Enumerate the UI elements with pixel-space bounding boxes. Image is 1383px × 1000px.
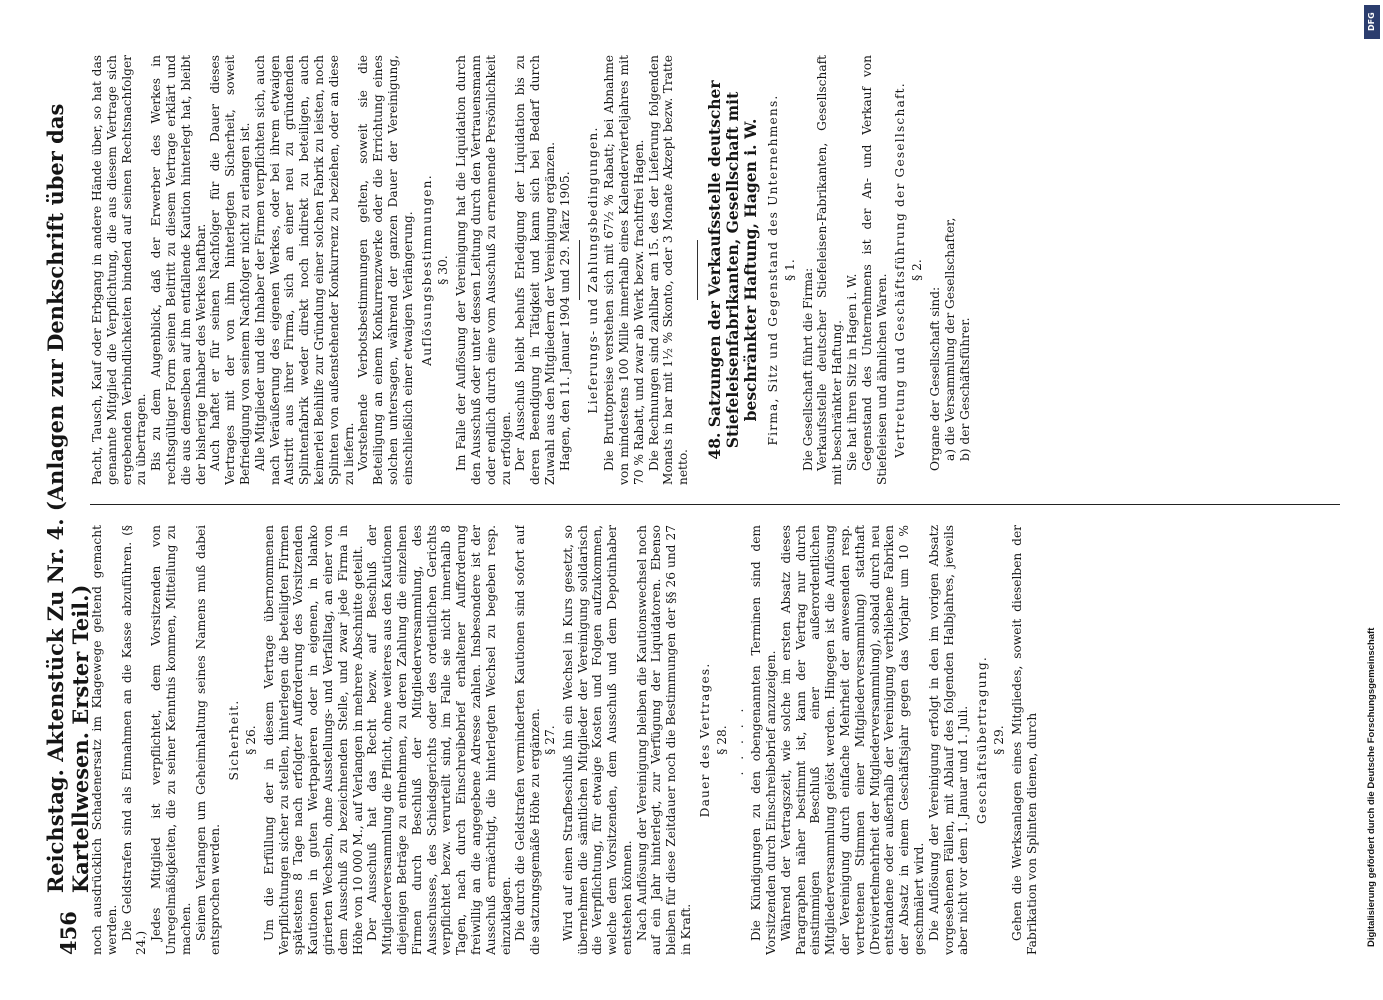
text-column-left [90, 525, 1350, 955]
section-heading: Auflösungsbestimmungen. [419, 174, 434, 366]
paragraph: Die Rechnungen sind zahlbar am 15. des der Lieferung folgenden Monats in bar mit 1½ % Skonto, oder 3 Monate Akzept bezw. Tratte netto. [646, 55, 691, 485]
section-heading: Geschäftsübertragung. [975, 656, 990, 824]
paragraph: Jedes Mitglied ist verpflichtet, dem Vorsitzenden von Unregelmäßigkeiten, die zu seiner Kenntnis kommen, Mitteilung zu machen. [149, 525, 193, 955]
section-heading: Firma, Sitz und Gegenstand des Unternehmens. [766, 94, 781, 446]
paragraph: Die Gesellschaft führt die Firma: [800, 267, 815, 471]
paragraph: noch ausdrücklich Schadenersatz im Klagewege geltend gemacht werden. [90, 525, 119, 955]
paragraph: Alle Mitglieder und die Inhaber der Firmen verpflichten sich, auch nach Veräußerung des eigenen Werkes, oder bei ihrem etwaigen Austritt aus ihrer Firma, sich an einer neu zu gründenden Splintenfabrik weder direkt noch indirekt zu beteiligen, auch keinerlei Beihilfe zur Gründung einer solchen Fabrik zu leisten, noch Splinten von außenstehender Konkurrenz zu beziehen, oder an diese zu liefern. [252, 55, 356, 485]
separator-rule [697, 240, 698, 300]
paragraph: Die Bruttopreise verstehen sich mit 67½ % Rabatt; bei Abnahme von mindestens 100 Mille innerhalb eines Kalendervierteljahres mit 70 % Rabatt, und zwar ab Werk bezw. frachtfrei Hagen. [602, 55, 646, 485]
running-title: Reichstag. Aktenstück Zu Nr. 4. (Anlagen zur Denkschrift über das Kartellwesen. Erster Teil.) [43, 103, 93, 894]
paragraph: Nach Auflösung der Vereinigung bleiben die Kautionswechsel noch auf ein Jahr hinterlegt, zur Verfügung der Liquidatoren. Ebenso bleiben für diese Zeitdauer noch die Bestimmungen der §§ 26 und 27 in Kraft. [634, 525, 694, 955]
section-heading: Dauer des Vertrages. [697, 662, 712, 818]
paragraph: Bis zu dem Augenblick, daß der Erwerber des Werkes in rechtsgültiger Form seinen Beitritt zu diesem Vertrage erklärt und die aus demselben auf ihn entfallende Kaution hinterlegt hat, bleibt der bisherige Inhaber des Werkes haftbar. [149, 55, 208, 485]
paragraph: Gegenstand des Unternehmens ist der An- und Verkauf von Stiefeleisen und ähnlichen Waren. [859, 55, 889, 485]
section-number: § 27. [542, 725, 557, 755]
dfg-logo: DFG [1364, 5, 1380, 39]
credit-text: Digitalisierung gefördert durch die Deutsche Forschungsgemeinschaft [1366, 627, 1377, 947]
running-header [43, 55, 93, 955]
separator-rule [579, 240, 580, 300]
section-heading: Lieferungs- und Zahlungsbedingungen. [585, 126, 600, 414]
section-heading: Sicherheit. [227, 699, 242, 781]
digitization-credit [1363, 5, 1381, 995]
list-item: b) der Geschäftsführer. [957, 317, 972, 461]
section-number: § 28. [714, 725, 729, 755]
paragraph: Der Ausschuß hat das Recht bezw. auf Beschluß der Mitgliederversammlung die Pflicht, ohne weiteres aus den Kautionen diejenigen Beträge zu entnehmen, zu deren Zahlung die einzelnen Firmen durch Beschluß der Mitgliederversammlung, des Ausschusses, des Schiedsgerichts oder des ordentlichen Gerichts verpflichtet bezw. verurteilt sind, im Falle sie nicht innerhalb 8 Tagen, nach durch Einschreibebrief erhaltener Aufforderung freiwillig an die angegebene Adresse zahlen. Insbesondere ist der Ausschuß ermächtigt, die hinterlegten Wechsel zu begeben resp. einzuklagen. [365, 525, 513, 955]
paragraph: Sie hat ihren Sitz in Hagen i. W. [845, 273, 860, 471]
paragraph: Im Falle der Auflösung der Vereinigung hat die Liquidation durch den Ausschuß oder unter dessen Leitung durch den Vertrauensmann oder endlich durch eine vom Ausschuß zu ernennende Persönlichkeit zu erfolgen. [454, 55, 513, 485]
paragraph: Während der Vertragszeit, wie solche im ersten Absatz dieses Paragraphen näher bestimmt ist, kann der Vertrag nur durch einstimmigen Beschluß einer außerordentlichen Mitgliederversammlung gelöst werden. Hingegen ist die Auflösung der Vereinigung durch einfache Mehrheit der anwesenden resp. vertretenen Stimmen einer Mitgliederversammlung) statthaft (Dreiviertelmehrheit der Mitgliederversammlung), sobald durch neu entstandene oder außerhalb der Vereinigung verbliebene Fabriken der Absatz in einem Geschäftsjahr gegen das Vorjahr um 10 % geschmälert wird. [778, 525, 927, 955]
section-number: § 30. [436, 255, 451, 285]
paragraph: Die Geldstrafen sind als Einnahmen an die Kasse abzuführen. (§ 24.) [119, 525, 149, 955]
omission-dots: . . . . . [732, 704, 747, 776]
section-number: § 26. [243, 725, 258, 755]
text-column-right [90, 55, 1350, 485]
paragraph: Um die Erfüllung der in diesem Vertrage übernommenen Verpflichtungen sicher zu stellen, hinterlegen die beteiligten Firmen spätestens 8 Tage nach erfolgter Aufforderung des Vorsitzenden Kautionen in guten Wertpapieren oder in eigenen, in blanko girierten Wechseln, ohne Ausstellungs- und Verfalltag, an einer von dem Ausschuß zu bezeichnenden Stelle, und zwar jede Firma in Höhe von 10 000 M., auf Verlangen in mehrere Abschnitte geteilt. [261, 525, 365, 955]
section-number: § 1. [782, 259, 797, 281]
paragraph: Gehen die Werksanlagen eines Mitgliedes, soweit dieselben der Fabrikation von Splinten dienen, durch [1009, 525, 1039, 955]
paragraph: Auch haftet er für seinen Nachfolger für die Dauer dieses Vertrages mit der von ihm hinterlegten Sicherheit, soweit Befriedigung von seinem Nachfolger nicht zu erlangen ist. [208, 55, 252, 485]
section-number: § 2. [910, 259, 925, 281]
paragraph: Der Ausschuß bleibt behufs Erledigung der Liquidation bis zu deren Beendigung in Tätigkeit und kann sich bei Bedarf durch Zuwahl aus den Mitgliedern der Vereinigung ergänzen. [513, 55, 557, 485]
paragraph: Seinem Verlangen um Geheimhaltung seines Namens muß dabei entsprochen werden. [193, 525, 223, 955]
list-item: a) die Versammlung der Gesellschafter, [942, 217, 957, 461]
paragraph: Organe der Gesellschaft sind: [928, 286, 943, 471]
column-divider [90, 504, 1340, 505]
paragraph: Pacht, Tausch, Kauf oder Erbgang in andere Hände über, so hat das genannte Mitglied die Verpflichtung, die aus diesem Vertrage sich ergebenden Verbindlichkeiten bindend auf seinen Rechtsnachfolger zu übertragen. [90, 55, 149, 485]
paragraph: Die durch die Geldstrafen verminderten Kautionen sind sofort auf die satzungsgemäße Höhe zu ergänzen. [513, 525, 543, 955]
page-number: 456 [55, 911, 81, 955]
document-heading: 48. Satzungen der Verkaufsstelle deutscher Stiefeleisenfabrikanten, Gesellschaft mit beschränkter Haftung, Hagen i. W. [705, 80, 761, 460]
paragraph: Wird auf einen Strafbeschluß hin ein Wechsel in Kurs gesetzt, so übernehmen die sämtlichen Mitglieder der Vereinigung solidarisch die Verpflichtung, für etwaige Kosten und Folgen aufzukommen, welche dem Vorsitzenden, dem Ausschuß und dem Depotinhaber entstehen können. [560, 525, 634, 955]
rotated-page-content [43, 55, 1360, 955]
date-line: Hagen, den 11. Januar 1904 und 29. März 1905. [557, 171, 572, 471]
section-number: § 29. [992, 725, 1007, 755]
paragraph: Die Kündigungen zu den obengenannten Terminen sind dem Vorsitzenden durch Einschreibebrief anzuzeigen. [749, 525, 779, 955]
paragraph: Die Auflösung der Vereinigung erfolgt in den im vorigen Absatz vorgesehenen Fällen, mit Ablauf des folgenden Halbjahres, jeweils aber nicht vor dem 1. Januar und 1. Juli. [926, 525, 971, 955]
paragraph: Verkaufsstelle deutscher Stiefeleisen-Fabrikanten, Gesellschaft mit beschränkter Haftung. [815, 55, 845, 485]
paragraph: Vorstehende Verbotsbestimmungen gelten, soweit sie die Beteiligung an einem Konkurrenzwerke oder die Errichtung eines solchen untersagen, während der ganzen Dauer der Vereinigung, einschließlich einer etwaigen Verlängerung. [356, 55, 415, 485]
section-heading: Vertretung und Geschäftsführung der Gesellschaft. [893, 82, 908, 458]
